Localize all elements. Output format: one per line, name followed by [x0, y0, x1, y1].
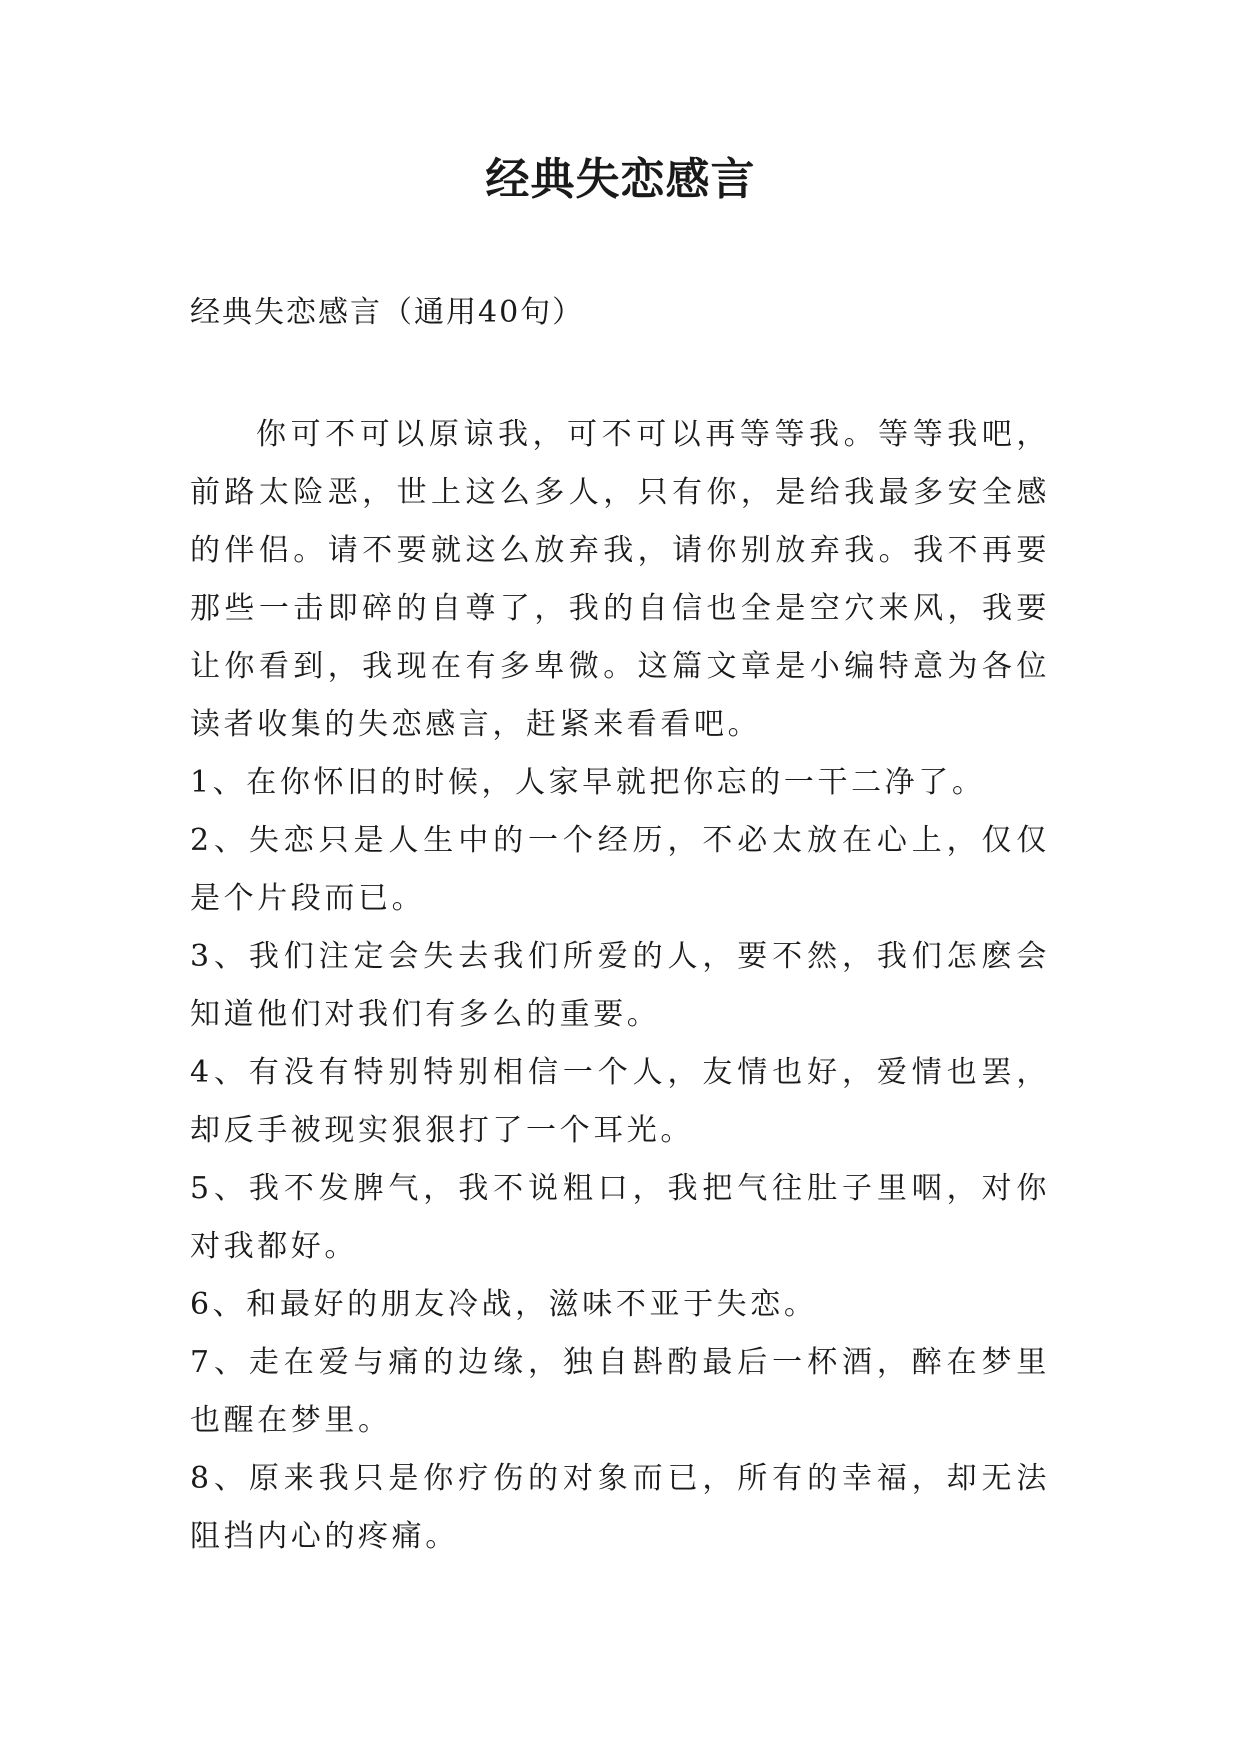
document-title: 经典失恋感言: [485, 154, 756, 205]
quote-item-5: 5、我不发脾气，我不说粗口，我把气往肚子里咽，对你对我都好。: [190, 1171, 1050, 1264]
document-body: [190, 406, 1050, 1566]
quote-item-2: 2、失恋只是人生中的一个经历，不必太放在心上，仅仅是个片段而已。: [190, 823, 1050, 916]
quote-item-8: 8、原来我只是你疗伤的对象而已，所有的幸福，却无法阻挡内心的疼痛。: [190, 1461, 1050, 1554]
document-subtitle: 经典失恋感言（通用40句）: [190, 295, 585, 330]
quote-item-7: 7、走在爱与痛的边缘，独自斟酌最后一杯酒，醉在梦里也醒在梦里。: [190, 1345, 1050, 1438]
quote-item-1: 1、在你怀旧的时候，人家早就把你忘的一干二净了。: [190, 765, 986, 800]
intro-paragraph: 你可不可以原谅我，可不可以再等等我。等等我吧，前路太险恶，世上这么多人，只有你，是给我最多安全感的伴侣。请不要就这么放弃我，请你别放弃我。我不再要那些一击即碎的自尊了，我的自信也全是空穴来风，我要让你看到，我现在有多卑微。这篇文章是小编特意为各位读者收集的失恋感言，赶紧来看看吧。: [190, 417, 1050, 742]
quote-item-4: 4、有没有特别特别相信一个人，友情也好，爱情也罢，却反手被现实狠狠打了一个耳光。: [190, 1055, 1050, 1148]
quote-item-6: 6、和最好的朋友冷战，滋味不亚于失恋。: [190, 1287, 818, 1322]
quote-item-3: 3、我们注定会失去我们所爱的人，要不然，我们怎麽会知道他们对我们有多么的重要。: [190, 939, 1050, 1032]
